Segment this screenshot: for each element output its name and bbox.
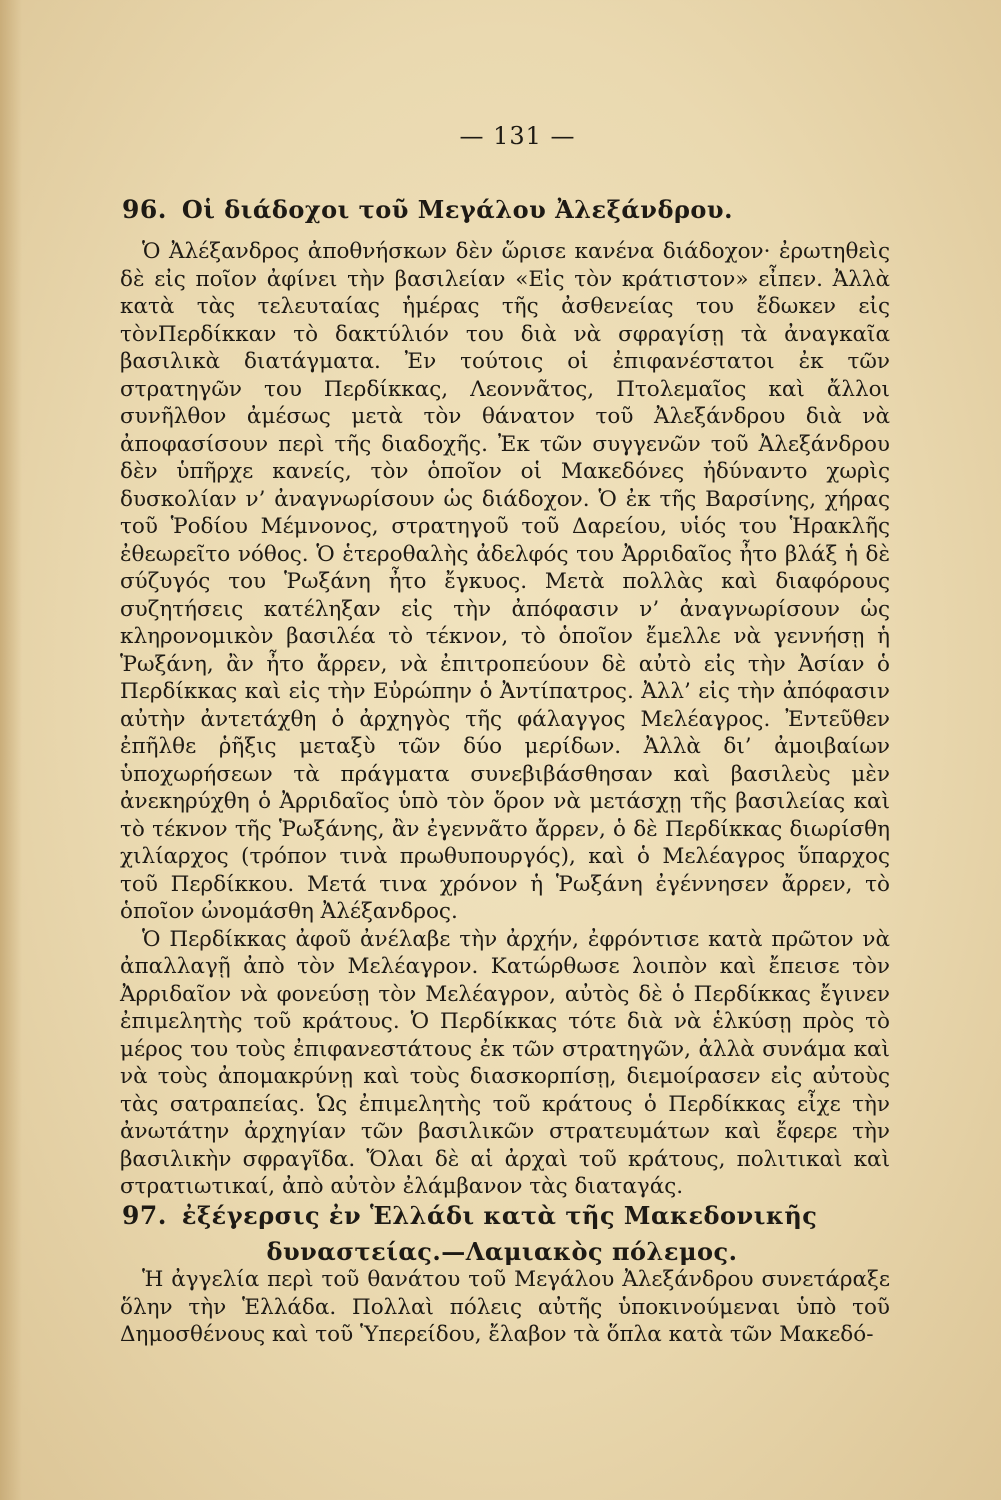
page-number: — 131 — [459,122,576,150]
section-97-body [120,1266,890,1349]
section-96-heading [122,192,922,228]
section-97-heading [122,1198,882,1270]
section-96-paragraph-1: Ὁ Ἀλέξανδρος ἀποθνήσκων δὲν ὥρισε κανένα διάδοχον· ἐρωτηθεὶς δὲ εἰς ποῖον ἀφίνει τὴν βασιλείαν «Εἰς τὸν κράτιστον» εἶπεν. Ἀλλὰ κατὰ τὰς τελευταίας ἡμέρας τῆς ἀσθενείας του ἔδωκεν εἰς τὸνΠερδίκκαν τὸ δακτύλιόν του διὰ νὰ σφραγίσῃ τὰ ἀναγκαῖα βασιλικὰ διατάγματα. Ἐν τούτοις οἱ ἐπιφανέστατοι ἐκ τῶν στρατηγῶν του Περδίκκας, Λεοννᾶτος, Πτολεμαῖος καὶ ἄλλοι συνῆλθον ἀμέσως μετὰ τὸν θάνατον τοῦ Ἀλεξάνδρου διὰ νὰ ἀποφασίσουν περὶ τῆς διαδοχῆς. Ἐκ τῶν συγγενῶν τοῦ Ἀλεξάνδρου δὲν ὑπῆρχε κανείς, τὸν ὁποῖον οἱ Μακεδόνες ἠδύναντο χωρὶς δυσκολίαν ν’ ἀναγνωρίσουν ὡς διάδοχον. Ὁ ἐκ τῆς Βαρσίνης, χήρας τοῦ Ῥοδίου Μέμνονος, στρατηγοῦ τοῦ Δαρείου, υἱός του Ἡρακλῆς ἐθεωρεῖτο νόθος. Ὁ ἑτεροθαλὴς ἀδελφός του Ἀρριδαῖος ἦτο βλάξ ἡ δὲ σύζυγός του Ῥωξάνη ἦτο ἔγκυος. Μετὰ πολλὰς καὶ διαφόρους συζητήσεις κατέληξαν εἰς τὴν ἀπόφασιν ν’ ἀναγνωρίσουν ὡς κληρονομικὸν βασιλέα τὸ τέκνον, τὸ ὁποῖον ἔμελλε νὰ γεννήσῃ ἡ Ῥωξάνη, ἂν ἦτο ἄρρεν, νὰ ἐπιτροπεύουν δὲ αὐτὸ εἰς τὴν Ἀσίαν ὁ Περδίκκας καὶ εἰς τὴν Εὐρώπην ὁ Ἀντίπατρος. Ἀλλ’ εἰς τὴν ἀπόφασιν αὐτὴν ἀντετάχθη ὁ ἀρχηγὸς τῆς φάλαγγος Μελέαγρος. Ἐντεῦθεν ἐπῆλθε ῥῆξις μεταξὺ τῶν δύο μερίδων. Ἀλλὰ δι’ ἀμοιβαίων ὑποχωρήσεων τὰ πράγματα συνεβιβάσθησαν καὶ βασιλεὺς μὲν ἀνεκηρύχθη ὁ Ἀρριδαῖος ὑπὸ τὸν ὅρον νὰ μετάσχῃ τῆς βασιλείας καὶ τὸ τέκνον τῆς Ῥωξάνης, ἂν ἐγεννᾶτο ἄρρεν, ὁ δὲ Περδίκκας διωρίσθη χιλίαρχος (τρόπον τινὰ πρωθυπουργός), καὶ ὁ Μελέαγρος ὕπαρχος τοῦ Περδίκκου. Μετά τινα χρόνον ἡ Ῥωξάνη ἐγέννησεν ἄρρεν, τὸ ὁποῖον ὠνομάσθη Ἀλέξανδρος. [120,239,890,924]
section-96-number: 96. [122,195,167,224]
section-97-paragraph-1: Ἡ ἀγγελία περὶ τοῦ θανάτου τοῦ Μεγάλου Ἀλεξάνδρου συνετάραξε ὅλην τὴν Ἑλλάδα. Πολλαὶ πόλεις αὐτῆς ὑποκινούμεναι ὑπὸ τοῦ Δημοσθένους καὶ τοῦ Ὑπερείδου, ἔλαβον τὰ ὅπλα κατὰ τῶν Μακεδό- [120,1267,890,1347]
section-97-title-line-2: δυναστείας.—Λαμιακὸς πόλεμος. [266,1237,738,1266]
section-96-title: Οἱ διάδοχοι τοῦ Μεγάλου Ἀλεξάνδρου. [181,195,733,224]
section-96-body [120,238,890,1201]
page-edge-shadow [0,0,22,1500]
section-96-paragraph-2: Ὁ Περδίκκας ἀφοῦ ἀνέλαβε τὴν ἀρχήν, ἐφρόντισε κατὰ πρῶτον νὰ ἀπαλλαγῇ ἀπὸ τὸν Μελέαγρον. Κατώρθωσε λοιπὸν καὶ ἔπεισε τὸν Ἀρριδαῖον νὰ φονεύσῃ τὸν Μελέαγρον, αὐτὸς δὲ ὁ Περδίκκας ἔγινεν ἐπιμελητὴς τοῦ κράτους. Ὁ Περδίκκας τότε διὰ νὰ ἑλκύσῃ πρὸς τὸ μέρος του τοὺς ἐπιφανεστάτους ἐκ τῶν στρατηγῶν, ἀλλὰ συνάμα καὶ νὰ τοὺς ἀπομακρύνῃ καὶ τοὺς διασκορπίσῃ, διεμοίρασεν εἰς αὐτοὺς τὰς σατραπείας. Ὡς ἐπιμελητὴς τοῦ κράτους ὁ Περδίκκας εἶχε τὴν ἀνωτάτην ἀρχηγίαν τῶν βασιλικῶν στρατευμάτων καὶ ἔφερε τὴν βασιλικὴν σφραγῖδα. Ὅλαι δὲ αἱ ἀρχαὶ τοῦ κράτους, πολιτικαὶ καὶ στρατιωτικαί, ἀπὸ αὐτὸν ἐλάμβανον τὰς διαταγάς. [120,926,890,1199]
section-97-number: 97. [122,1201,167,1230]
section-97-title-line-1: ἐξέγερσις ἐν Ἑλλάδι κατὰ τῆς Μακεδονικῆς [181,1201,818,1230]
